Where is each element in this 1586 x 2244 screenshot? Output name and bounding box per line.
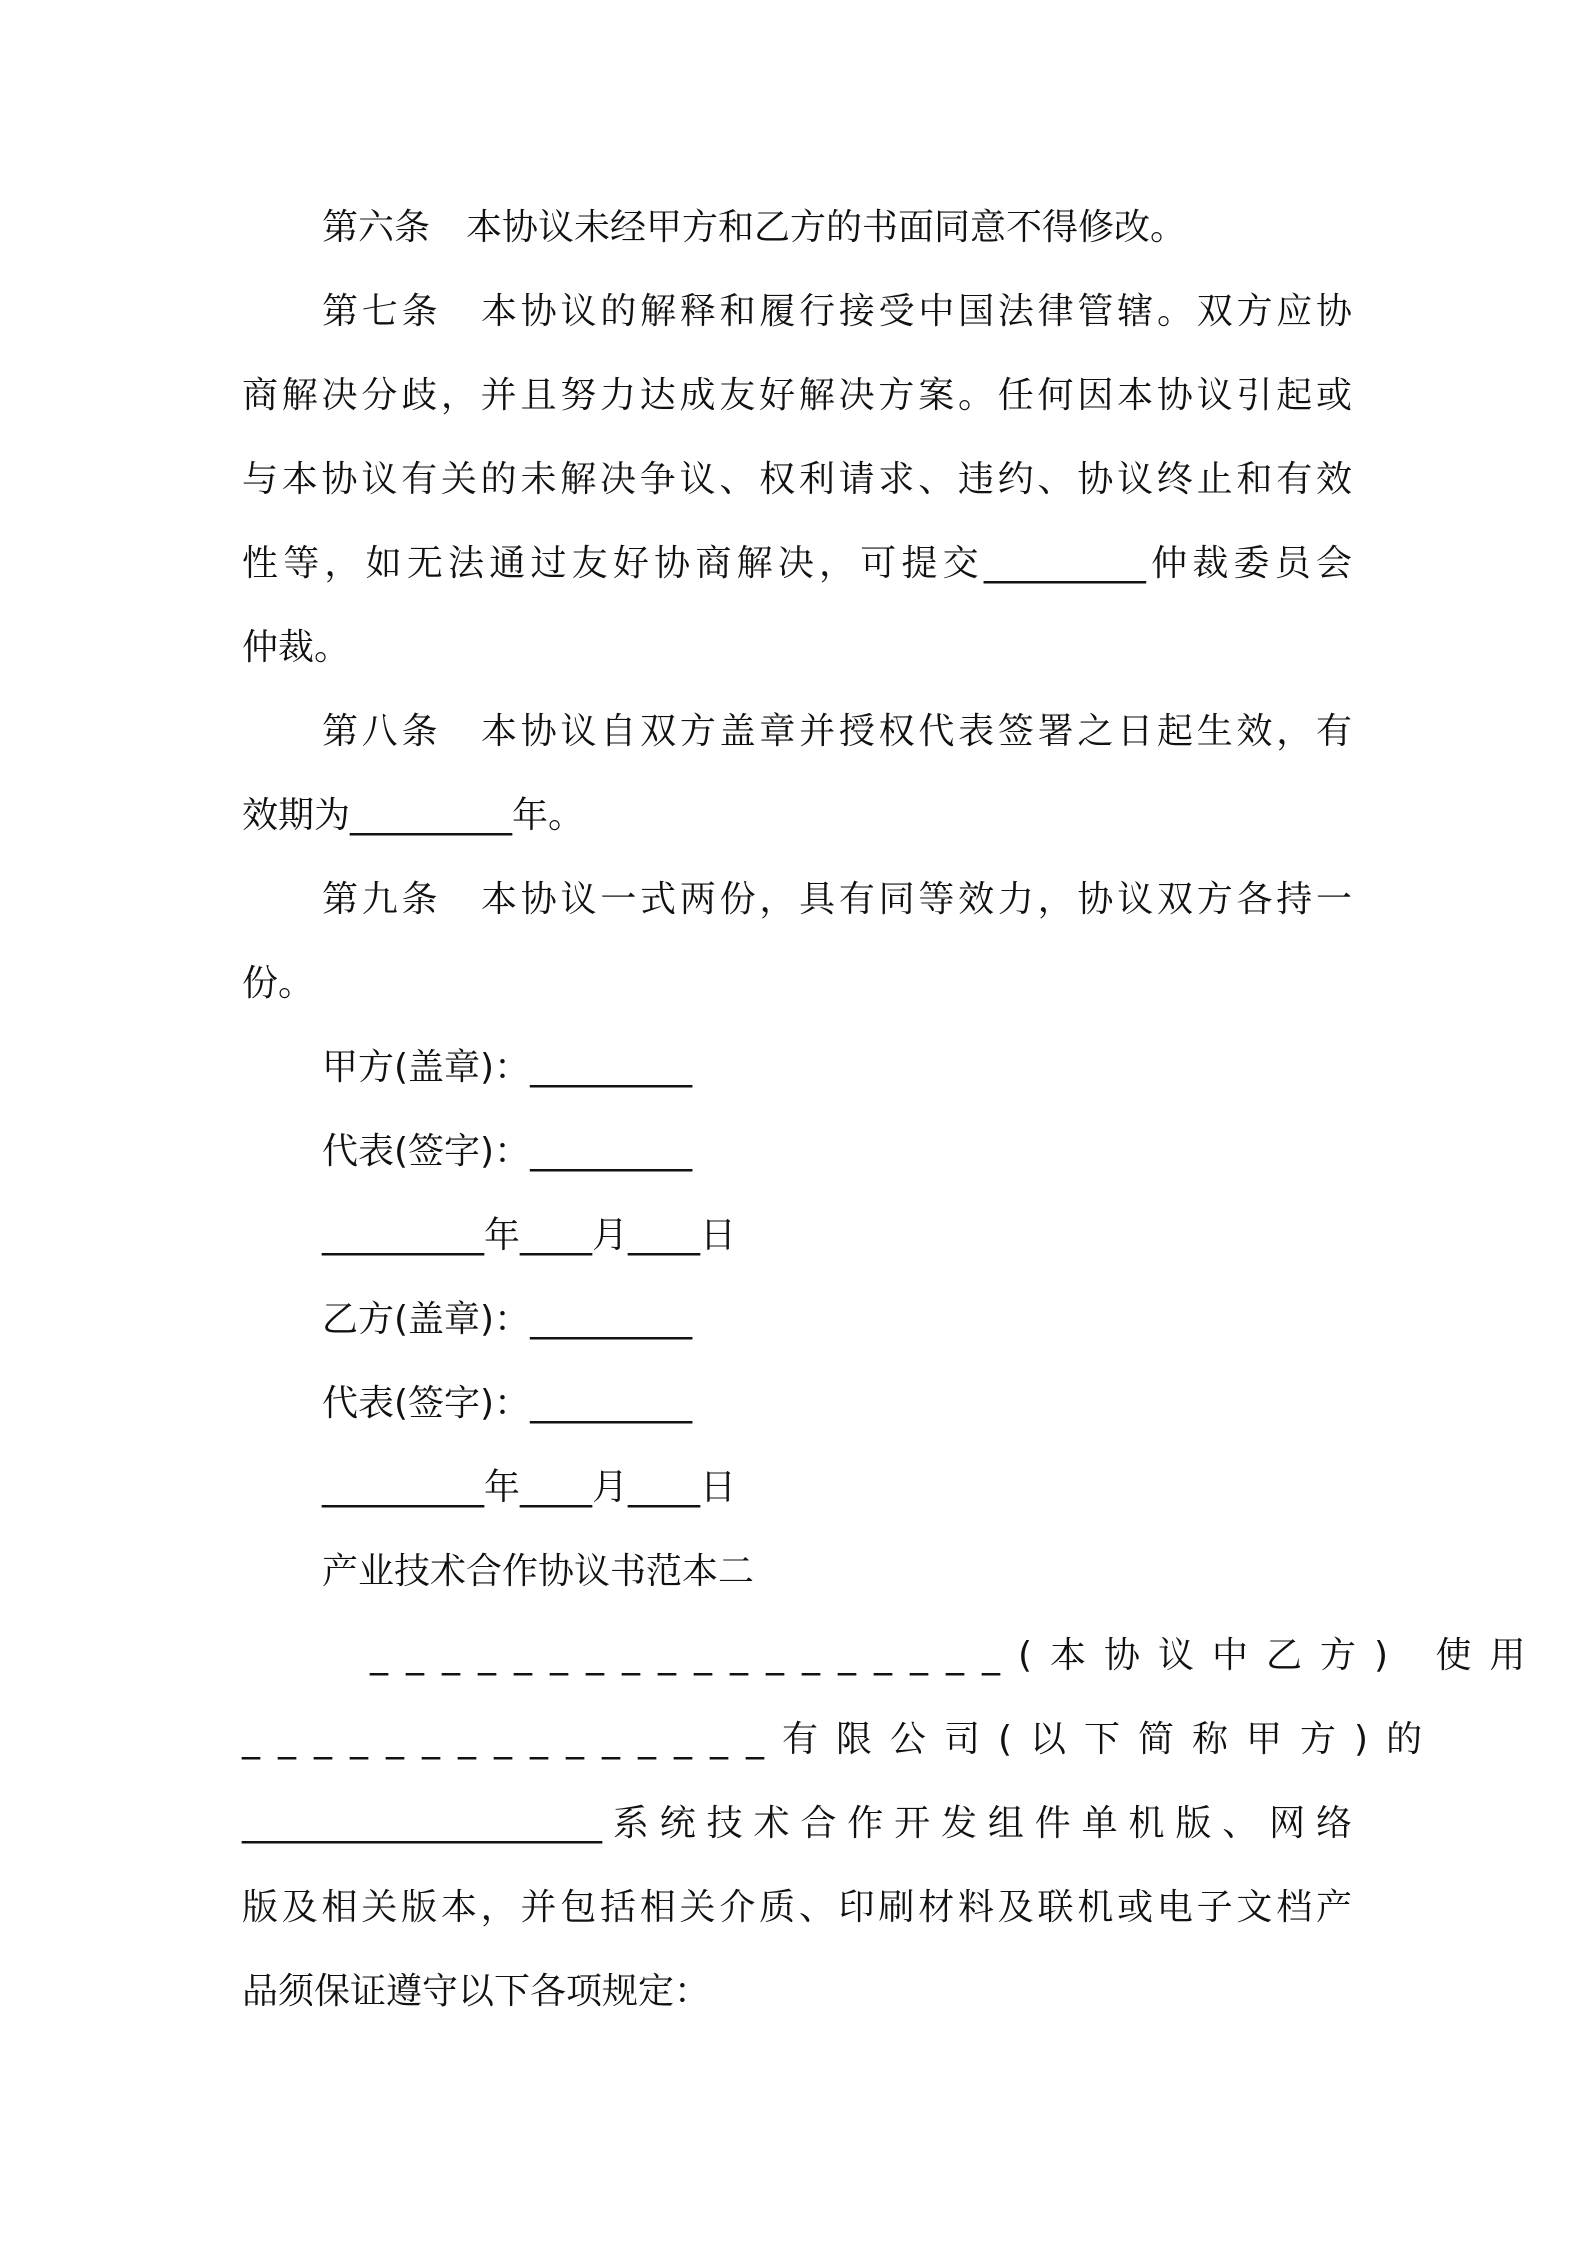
sample-two-line-4: 版及相关版本，并包括相关介质、印刷材料及联机或电子文档产 — [242, 1887, 1352, 1928]
article-8-line-2: 效期为_________年。 — [242, 795, 585, 836]
party-b-seal-line: 乙方(盖章)：_________ — [322, 1299, 693, 1340]
article-8-line-1: 第八条 本协议自双方盖章并授权代表签署之日起生效，有 — [322, 711, 1352, 752]
sample-two-line-1: __________________(本协议中乙方) 使用 — [370, 1635, 1544, 1676]
party-a-date-line: _________年____月____日 — [322, 1215, 736, 1256]
article-7-line-1: 第七条 本协议的解释和履行接受中国法律管辖。双方应协 — [322, 291, 1352, 332]
party-b-signature-line: 代表(签字)：_________ — [322, 1383, 693, 1424]
article-9-line-2: 份。 — [242, 963, 315, 1004]
sample-two-line-5: 品须保证遵守以下各项规定： — [242, 1971, 711, 2012]
party-a-signature-line: 代表(签字)：_________ — [322, 1131, 693, 1172]
article-6-line: 第六条 本协议未经甲方和乙方的书面同意不得修改。 — [322, 207, 1187, 248]
article-7-line-4: 性等，如无法通过友好协商解决，可提交_________仲裁委员会 — [242, 543, 1352, 584]
party-a-seal-line: 甲方(盖章)：_________ — [322, 1047, 693, 1088]
party-b-date-line: _________年____月____日 — [322, 1467, 736, 1508]
article-7-line-2: 商解决分歧，并且努力达成友好解决方案。任何因本协议引起或 — [242, 375, 1352, 416]
sample-two-line-3: ____________________系统技术合作开发组件单机版、网络 — [242, 1803, 1352, 1844]
article-7-line-5: 仲裁。 — [242, 627, 351, 668]
sample-two-title: 产业技术合作协议书范本二 — [322, 1551, 755, 1592]
sample-two-line-2: _______________有限公司(以下简称甲方)的 — [242, 1719, 1441, 1760]
article-9-line-1: 第九条 本协议一式两份，具有同等效力，协议双方各持一 — [322, 879, 1352, 920]
article-7-line-3: 与本协议有关的未解决争议、权利请求、违约、协议终止和有效 — [242, 459, 1352, 500]
